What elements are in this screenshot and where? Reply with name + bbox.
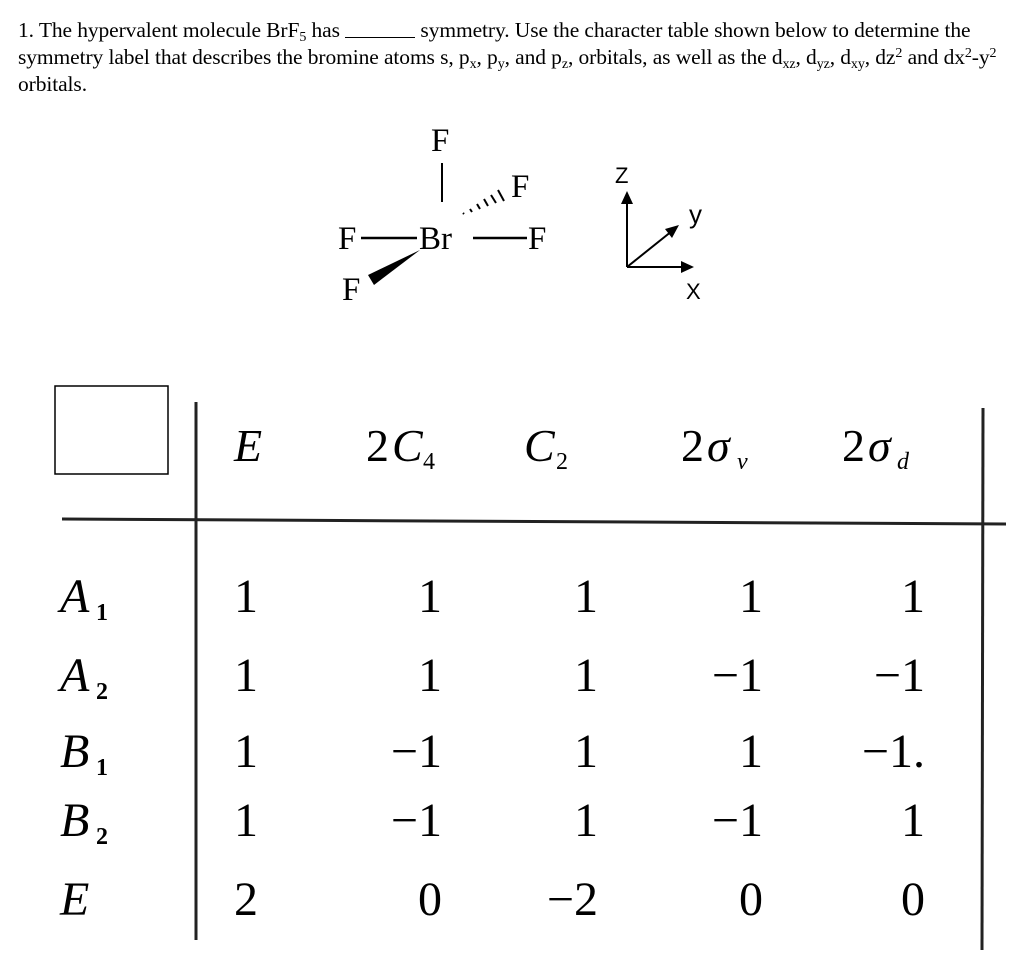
character-table <box>55 386 1006 950</box>
question-fragment: orbitals. <box>18 72 87 96</box>
table-cell: 1 <box>574 794 598 847</box>
subscript: xy <box>850 57 865 72</box>
header-E: E <box>234 420 263 471</box>
table-cell: 1 <box>739 725 763 778</box>
table-cell: 1 <box>234 649 258 702</box>
superscript: 2 <box>895 46 903 61</box>
fluorine-left-label: F <box>338 221 357 257</box>
row-label: A <box>60 649 90 702</box>
table-row <box>60 725 925 781</box>
table-cell: −1. <box>861 725 925 778</box>
central-atom-label: Br <box>419 221 452 257</box>
question-fragment: , d <box>795 45 817 69</box>
table-cell: 1 <box>574 570 598 623</box>
row-label-subscript: 2 <box>96 824 108 850</box>
table-cell: −1 <box>390 725 442 778</box>
row-label-subscript: 1 <box>96 755 108 781</box>
row-label-subscript: 2 <box>96 679 108 705</box>
question-fragment: , and p <box>504 45 562 69</box>
header-2sigma-d <box>842 420 910 475</box>
table-cell: 1 <box>234 570 258 623</box>
subscript: y <box>497 57 505 72</box>
header-2C4 <box>366 420 435 475</box>
question-fragment: , dz <box>864 45 896 69</box>
header-2C4-symbol: C <box>392 420 423 471</box>
bond-front-solid-wedge <box>368 250 420 285</box>
question-fragment: has <box>306 18 346 42</box>
subscript: 5 <box>299 30 307 45</box>
table-body <box>57 570 925 926</box>
table-row <box>57 649 925 705</box>
header-2sigma-v-coefficient: 2 <box>681 420 704 471</box>
table-right-rule <box>982 408 983 950</box>
header-2C4-coefficient: 2 <box>366 420 389 471</box>
y-axis-label: y <box>689 199 702 229</box>
row-label: B <box>60 794 90 847</box>
table-cell: 1 <box>901 570 925 623</box>
z-axis-label: Z <box>615 163 629 188</box>
header-2sigma-d-coefficient: 2 <box>842 420 865 471</box>
table-cell: −1 <box>390 794 442 847</box>
table-cell: 1 <box>234 794 258 847</box>
x-axis-label: X <box>686 279 701 304</box>
subscript: x <box>469 57 477 72</box>
table-cell: 0 <box>901 873 925 926</box>
header-2C4-subscript: 4 <box>423 449 435 475</box>
table-cell: 2 <box>234 873 258 926</box>
subscript: yz <box>816 57 830 72</box>
table-cell: 1 <box>739 570 763 623</box>
header-2sigma-v-subscript: v <box>737 449 748 475</box>
coordinate-axes <box>615 163 702 304</box>
table-row <box>57 570 925 626</box>
subscript: xz <box>782 57 796 72</box>
question-number: 1. <box>18 18 34 42</box>
table-cell: 1 <box>234 725 258 778</box>
header-2sigma-v <box>681 420 748 475</box>
question-fragment: , d <box>829 45 851 69</box>
question-fragment: The hypervalent molecule BrF <box>38 18 300 42</box>
table-cell: 1 <box>574 725 598 778</box>
table-cell: 0 <box>418 873 442 926</box>
table-cell: −1 <box>711 649 763 702</box>
header-C2-subscript: 2 <box>556 449 568 475</box>
superscript: 2 <box>964 46 972 61</box>
question-fragment: , orbitals, as well as the d <box>567 45 783 69</box>
header-2sigma-v-symbol: σ <box>707 420 730 471</box>
header-C2-symbol: C <box>524 420 555 471</box>
subscript: z <box>561 57 568 72</box>
fluorine-front-label: F <box>342 272 361 308</box>
table-cell: 1 <box>418 570 442 623</box>
row-label: B <box>60 725 90 778</box>
x-axis-arrowhead <box>681 261 694 273</box>
table-cell: −1 <box>873 649 925 702</box>
table-cell: 0 <box>739 873 763 926</box>
y-axis-line <box>627 231 672 267</box>
z-axis-arrowhead <box>621 191 633 204</box>
superscript: 2 <box>989 46 997 61</box>
fluorine-back-label: F <box>511 169 530 205</box>
point-group-box[interactable] <box>55 386 168 474</box>
table-cell: 1 <box>901 794 925 847</box>
table-cell: 1 <box>574 649 598 702</box>
table-row <box>60 794 925 850</box>
question-fragment: , p <box>476 45 498 69</box>
bond-back-hashed-wedge <box>463 190 504 214</box>
fluorine-top-label: F <box>431 123 450 159</box>
table-row <box>59 873 925 926</box>
table-cell: −2 <box>546 873 598 926</box>
fluorine-right-label: F <box>528 221 547 257</box>
molecule-structure <box>338 123 546 308</box>
question-fragment: -y <box>971 45 990 69</box>
table-cell: 1 <box>418 649 442 702</box>
header-C2 <box>524 420 568 475</box>
row-label-subscript: 1 <box>96 600 108 626</box>
table-cell: −1 <box>711 794 763 847</box>
header-2sigma-d-symbol: σ <box>868 420 891 471</box>
question-fragment: and dx <box>902 45 965 69</box>
question-fragment: symmetry. Use the character table shown below to determine the symmetry label that describes the bromine atoms s, p <box>18 18 971 69</box>
table-header-rule <box>62 519 1006 524</box>
header-2sigma-d-subscript: d <box>897 449 909 475</box>
row-label: A <box>60 570 90 623</box>
row-label: E <box>60 873 90 926</box>
